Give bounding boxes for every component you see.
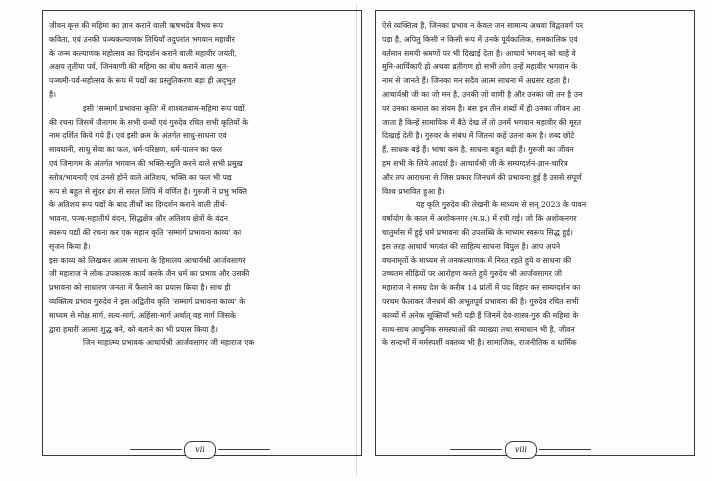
footer-ornament-line [130, 449, 182, 450]
text-line: व्यक्तित्व प्रभाव गुरुदेव ने इस अद्वितीय कृति 'सम्मार्ग प्रभावना काव्य' के [49, 296, 246, 306]
text-line: स्तोत्र/भावनाएँ एवं उनसे होने वाले अतिशय, भक्ति का फल भी पद्य [49, 172, 232, 182]
text-line: जीवन कृत्त की महिमा का ज्ञान कराने वाली ऋषभदेव वैभव रूप [49, 21, 223, 30]
text-line: उच्चतम सीढ़ियों पर आरोहण करते हुये गुरुदेव श्री आर्जवसागर जी [382, 269, 562, 279]
footer-ornament-line [539, 449, 591, 450]
text-line: काव्यों में अनेक सूक्तियाँ भरी पड़ी हैं जिनमें देव-शास्त्र-गुरु की महिमा के [382, 310, 579, 320]
text-line: है। [49, 89, 56, 99]
text-line: के जन्म कल्याणक महोत्सव का दिग्दर्शन कराने वाली महावीर जयंती, [49, 48, 237, 58]
footer-ornament-line [450, 449, 502, 450]
footer-ornament-line [218, 449, 270, 450]
text-line: और तप आराधना से जिस प्रकार जिनधर्म की प्रभावना हुई है उससे संपूर्ण [382, 172, 582, 182]
text-line: साथ-साथ आधुनिक समस्याओं की व्याख्या तथा समाधान भी है, जीवन [382, 324, 575, 334]
text-line: वचनामृतों के माध्यम से जनकल्याणक में निरत रहते हुये व साधना की [382, 255, 572, 265]
text-line: पड़ा है, अपितु किसी न किसी रूप में उनके पूर्वकालिक, समकालिक एवं [382, 34, 578, 44]
text-line: कविता, एवं उनकी पञ्चकल्याणक तिथियाँ तदुपरांत भगवान महावीर [49, 34, 235, 44]
text-line: मुनि-आर्यिकाएँ हो अथवा व्रतीगण हो सभी लोग उन्हें महावीर भगवान के [382, 62, 578, 72]
text-line: आचार्यश्री जी का जो मन है, उनकी जो वाणी है और उनका जो तन है उन [382, 89, 583, 99]
text-line: पञ्चमी-पर्व-महोत्सव के रूप में पद्यों का प्रस्तुतिकरण बड़ा ही अद्‌भुत [49, 76, 236, 86]
text-line: वर्षायोग के काल में अशोकनगर (म.प्र.) में रची गई। जो कि अशोकनगर [382, 214, 577, 224]
text-line: वर्तमान समयी श्रमणों पर भी दिखाई देता है। आचार्य भगवन् को चाहे वे [382, 48, 576, 58]
text-line: नाम से जानते हैं। जिनका मन सदैव आत्म साधना में अग्रसर रहता है। [382, 76, 570, 86]
text-line: अक्षय तृतीया पर्व, जिनवाणी की महिमा का बोध कराने वाला श्रुत- [49, 62, 229, 72]
text-line: पर उनका कमाल का संयम है। बस इन तीन शब्दों में ही उनका जीवन आ [382, 103, 581, 113]
text-line: सृजन किया है। [49, 241, 91, 251]
text-line: जी महाराज ने लोक उपकारक कार्य करके जैन धर्म का प्रभाव और उसकी [49, 269, 250, 279]
text-line: के अतिशय रूप पद्यों के बाद तीर्थों का दिग्दर्शन कराने वाली तीर्थ- [49, 200, 228, 210]
text-line: रूप से बहुत से सुंदर ढंग से सरल लिपि में वर्णित है। गुरुजी ने प्रभु भक्ति [49, 186, 247, 196]
text-line: माध्यम से मोक्ष मार्ग, सत्य-मार्ग, अहिंसा-मार्ग अर्थात् वह मार्ग जिसके [49, 310, 236, 320]
text-line: विश्व प्रभावित हुआ है। [382, 186, 445, 196]
left-page [42, 10, 362, 456]
text-line: हैं, साधक बड़े हैं। भाषा कम है, साधना बहुत बड़ी है। गुरुजी का जीवन [382, 145, 574, 155]
text-line: जाता है किन्हें सामायिक में बैठे देख लें तो उनमें भगवान महावीर की मूरत [382, 117, 582, 127]
paragraph-start-line: जिन माहात्म्य प्रभावक आचार्यश्री आर्जवसागर जी महाराज एक [83, 338, 255, 348]
paragraph-start-line: इस काव्य को लिखकर आत्म साधना के हिमालय आचार्यश्री आर्जवसागर [49, 255, 246, 265]
text-line: द्वारा हमारी आत्मा शुद्ध बने, को बताने का भी प्रयास किया है। [49, 324, 218, 334]
text-line: हम सभी के लिये आदर्श है। आचार्यश्री जी के सम्यग्दर्शन-ज्ञान-चारित्र [382, 158, 568, 168]
text-line: स्वरूप पद्यों की रचना कर एक महान कृति 'सम्मार्ग प्रभावना काव्य' का [49, 227, 242, 237]
text-line: के सन्दर्भों में मर्मस्पर्शी वक्तव्य भी है। सामाजिक, राजनीतिक व धार्मिक [382, 338, 577, 348]
text-line: भावना, पञ्च-महातीर्थ वंदन, सिद्धक्षेत्र और अतिशय क्षेत्रों के वंदन [49, 214, 228, 224]
text-line: की रचना जिसमें जैनागम के सभी ग्रन्थों एवं गुरुदेव रचित सभी कृतियों के [49, 117, 249, 127]
page-number: vii [184, 441, 216, 459]
text-line: एवं जिनागम के अंतर्गत भगवान की भक्ति-स्तुति करने वाले सभी प्रमुख [49, 158, 243, 168]
text-line: दिखाई देती है। गुरुवर के संबंध में जितना कहें उतना कम है। शब्द छोटे [382, 131, 575, 141]
text-line: इस तरह आचार्य भगवंत की साहित्य साधना विपुल है। आप अपने [382, 241, 561, 251]
text-line: प्रभावना को साधारण जनता में फैलाने का प्रयास किया है। साथ ही [49, 283, 231, 293]
text-line: नाम दर्शित किये गये हैं। एवं इसी क्रम के अंतर्गत साधु-साधना एवं [49, 131, 227, 141]
paragraph-start-line: इसी 'सम्मार्ग प्रभावना कृति' में शाश्वतधाम-महिमा रूप पद्यों [83, 103, 245, 113]
text-line: सावधानी, साधु सेवा का फल, धर्म-परिक्षण, धर्म-पालन का फल [49, 145, 223, 155]
text-line: महाराज ने समग्र देश के करीब 14 प्रांतों में पद विहार कर सम्यग्दर्शन का [382, 283, 581, 293]
text-line: चातुर्मास में हुई धर्म प्रभावना की उपलब्धि के माध्यम स्वरूप सिद्ध हुई। [382, 227, 573, 237]
text-line: ऐसे व्यक्तित्व है, जिनका प्रभाव न केवल जन सामान्य अथवा विद्वतवर्ग पर [382, 21, 584, 30]
paragraph-start-line: यह कृति गुरुदेव की लेखनी के माध्यम से सन् 2023 के पावन [416, 200, 587, 210]
page-number: viii [505, 441, 537, 459]
text-line: परचम फैलाकर जैनधर्म की अभूतपूर्व प्रभावना की है। गुरुदेव रचित सभी [382, 296, 579, 306]
right-page [375, 10, 695, 456]
